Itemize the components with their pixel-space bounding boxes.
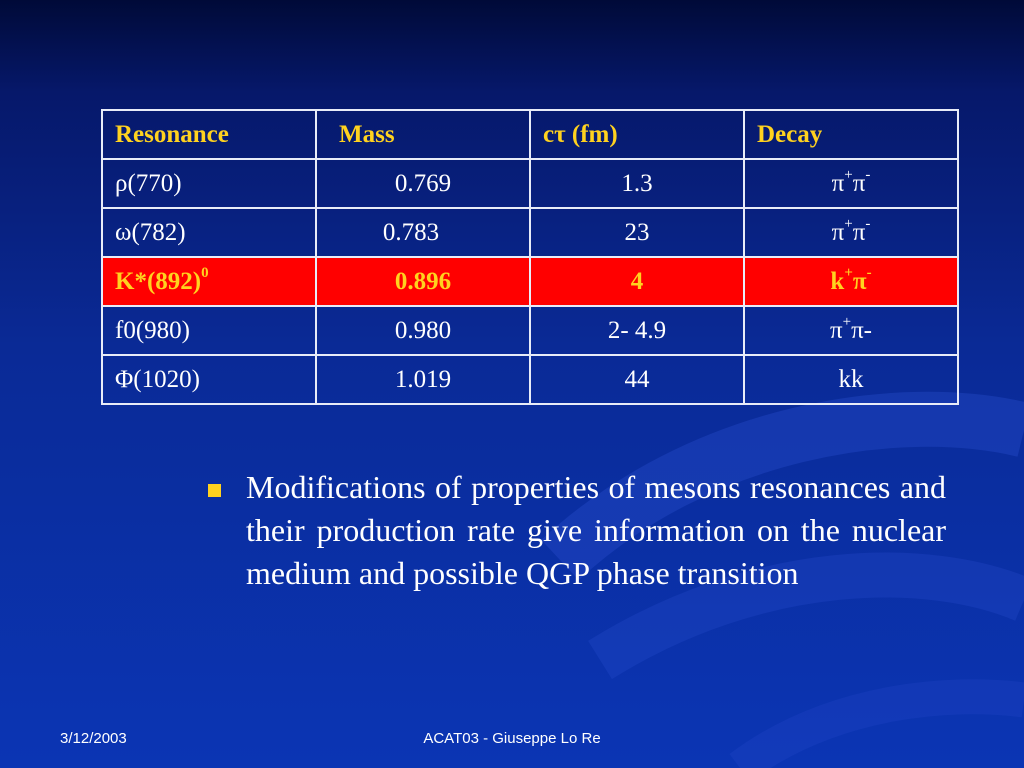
resonance-cell: Φ(1020)	[102, 355, 316, 404]
header-decay: Decay	[744, 110, 958, 159]
header-mass: Mass	[316, 110, 530, 159]
table-row	[102, 306, 958, 355]
square-bullet-icon	[208, 484, 221, 497]
resonance-cell: ω(782)	[102, 208, 316, 257]
header-resonance: Resonance	[102, 110, 316, 159]
bullet-point	[208, 466, 946, 595]
table-row	[102, 355, 958, 404]
mass-cell: 0.769	[316, 159, 530, 208]
table-header-row	[102, 110, 958, 159]
ctau-cell: 1.3	[530, 159, 744, 208]
decay-cell: π+π-	[744, 208, 958, 257]
bullet-text: Modifications of properties of mesons resonances and their production rate give information on the nuclear medium and possible QGP phase transition	[246, 469, 946, 591]
ctau-cell: 2- 4.9	[530, 306, 744, 355]
decay-cell: k+π-	[744, 257, 958, 306]
resonance-cell: ρ(770)	[102, 159, 316, 208]
footer-date: 3/12/2003	[60, 730, 127, 747]
mass-cell: 0.896	[316, 257, 530, 306]
resonance-cell: $K*(892)^0$	[102, 257, 316, 306]
ctau-cell: 23	[530, 208, 744, 257]
table-row	[102, 208, 958, 257]
ctau-cell: 44	[530, 355, 744, 404]
table-row-highlighted	[102, 257, 958, 306]
footer-title: ACAT03 - Giuseppe Lo Re	[423, 730, 601, 747]
mass-cell: 0.783	[316, 208, 530, 257]
header-ctau: cτ (fm)	[530, 110, 744, 159]
decay-cell: kk	[744, 355, 958, 404]
ctau-cell: 4	[530, 257, 744, 306]
mass-cell: 1.019	[316, 355, 530, 404]
table-row	[102, 159, 958, 208]
resonance-table	[101, 109, 959, 405]
resonance-cell: f0(980)	[102, 306, 316, 355]
mass-cell: 0.980	[316, 306, 530, 355]
decay-cell: π+π-	[744, 159, 958, 208]
decay-cell: π+π-	[744, 306, 958, 355]
